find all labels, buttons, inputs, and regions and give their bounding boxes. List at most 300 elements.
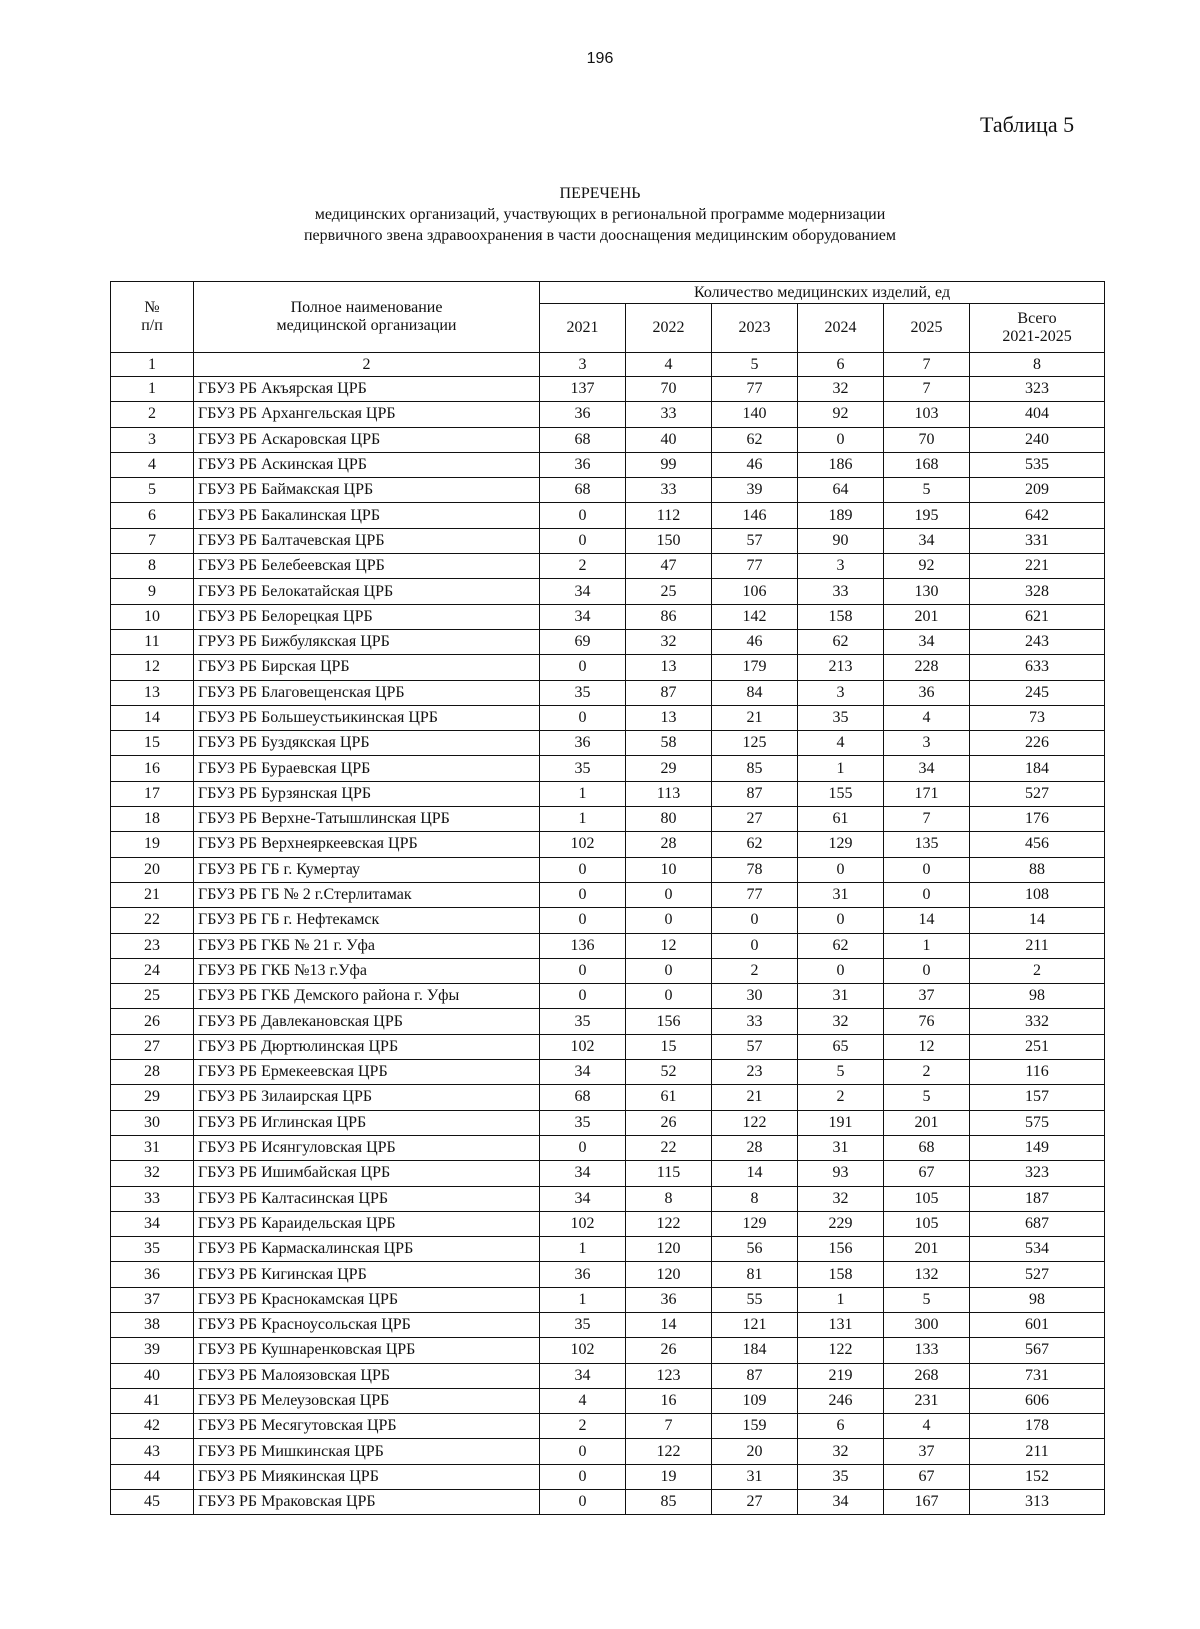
table-row: [111, 908, 1105, 933]
row-number: 26: [111, 1009, 194, 1034]
qty-2024: 61: [798, 807, 884, 832]
qty-2025: 201: [884, 1237, 970, 1262]
row-number: 30: [111, 1110, 194, 1135]
organization-name: ГБУЗ РБ Красноусольская ЦРБ: [194, 1312, 540, 1337]
row-number: 39: [111, 1338, 194, 1363]
qty-total: 149: [970, 1135, 1105, 1160]
qty-2023: 46: [712, 452, 798, 477]
table-row: [111, 1161, 1105, 1186]
organization-name: ГБУЗ РБ Миякинская ЦРБ: [194, 1464, 540, 1489]
qty-2024: 93: [798, 1161, 884, 1186]
qty-2024: 65: [798, 1034, 884, 1059]
qty-total: 14: [970, 908, 1105, 933]
organization-name: ГБУЗ РБ Баймакская ЦРБ: [194, 478, 540, 503]
qty-2023: 129: [712, 1211, 798, 1236]
table-row: [111, 1110, 1105, 1135]
qty-2021: 0: [540, 1439, 626, 1464]
qty-2023: 0: [712, 908, 798, 933]
qty-2024: 4: [798, 731, 884, 756]
qty-total: 527: [970, 781, 1105, 806]
table-row: [111, 1085, 1105, 1110]
qty-2023: 33: [712, 1009, 798, 1034]
qty-total: 98: [970, 1287, 1105, 1312]
row-number: 34: [111, 1211, 194, 1236]
qty-2024: 1: [798, 1287, 884, 1312]
qty-2024: 32: [798, 1186, 884, 1211]
column-number: 6: [798, 353, 884, 377]
qty-2021: 35: [540, 1110, 626, 1135]
qty-total: 456: [970, 832, 1105, 857]
qty-total: 211: [970, 1439, 1105, 1464]
organization-name: ГБУЗ РБ Балтачевская ЦРБ: [194, 528, 540, 553]
qty-2021: 1: [540, 781, 626, 806]
qty-2024: 64: [798, 478, 884, 503]
qty-2021: 0: [540, 1135, 626, 1160]
qty-2022: 33: [626, 478, 712, 503]
qty-2025: 92: [884, 554, 970, 579]
qty-2021: 0: [540, 655, 626, 680]
qty-2024: 33: [798, 579, 884, 604]
qty-2023: 184: [712, 1338, 798, 1363]
qty-total: 108: [970, 882, 1105, 907]
qty-2025: 7: [884, 377, 970, 402]
row-number: 29: [111, 1085, 194, 1110]
qty-2021: 69: [540, 629, 626, 654]
table-row: [111, 1464, 1105, 1489]
row-number: 40: [111, 1363, 194, 1388]
qty-2024: 3: [798, 554, 884, 579]
qty-2025: 105: [884, 1211, 970, 1236]
row-number: 35: [111, 1237, 194, 1262]
table-row: [111, 604, 1105, 629]
row-number: 23: [111, 933, 194, 958]
qty-2021: 102: [540, 1034, 626, 1059]
qty-2024: 3: [798, 680, 884, 705]
qty-2025: 14: [884, 908, 970, 933]
qty-total: 243: [970, 629, 1105, 654]
qty-2024: 229: [798, 1211, 884, 1236]
qty-2023: 106: [712, 579, 798, 604]
qty-2024: 5: [798, 1060, 884, 1085]
organization-name: ГБУЗ РБ Белокатайская ЦРБ: [194, 579, 540, 604]
qty-2024: 0: [798, 908, 884, 933]
table-row: [111, 933, 1105, 958]
qty-2024: 62: [798, 629, 884, 654]
qty-2022: 85: [626, 1490, 712, 1515]
qty-2022: 150: [626, 528, 712, 553]
qty-2025: 34: [884, 756, 970, 781]
qty-2021: 35: [540, 1312, 626, 1337]
qty-2025: 67: [884, 1464, 970, 1489]
qty-total: 221: [970, 554, 1105, 579]
qty-2022: 47: [626, 554, 712, 579]
qty-2021: 1: [540, 1237, 626, 1262]
qty-total: 331: [970, 528, 1105, 553]
qty-2022: 112: [626, 503, 712, 528]
row-number: 7: [111, 528, 194, 553]
qty-total: 731: [970, 1363, 1105, 1388]
qty-2024: 0: [798, 857, 884, 882]
organization-name: ГБУЗ РБ Аскаровская ЦРБ: [194, 427, 540, 452]
qty-total: 323: [970, 377, 1105, 402]
organization-name: ГБУЗ РБ ГКБ Демского района г. Уфы: [194, 984, 540, 1009]
qty-2024: 31: [798, 882, 884, 907]
qty-total: 116: [970, 1060, 1105, 1085]
organizations-table: [110, 281, 1105, 1515]
organization-name: ГБУЗ РБ Мелеузовская ЦРБ: [194, 1388, 540, 1413]
qty-2021: 36: [540, 402, 626, 427]
qty-2022: 22: [626, 1135, 712, 1160]
row-number: 27: [111, 1034, 194, 1059]
organization-name: ГБУЗ РБ Исянгуловская ЦРБ: [194, 1135, 540, 1160]
qty-2021: 0: [540, 984, 626, 1009]
qty-2023: 125: [712, 731, 798, 756]
qty-2025: 105: [884, 1186, 970, 1211]
qty-2025: 2: [884, 1060, 970, 1085]
heading-line-2: медицинских организаций, участвующих в региональной программе модернизации: [314, 206, 886, 223]
qty-2021: 68: [540, 478, 626, 503]
organization-name: ГБУЗ РБ ГБ № 2 г.Стерлитамак: [194, 882, 540, 907]
table-row: [111, 478, 1105, 503]
qty-total: 211: [970, 933, 1105, 958]
row-number: 10: [111, 604, 194, 629]
row-number: 12: [111, 655, 194, 680]
qty-total: 178: [970, 1414, 1105, 1439]
header-year-2022: 2022: [626, 304, 712, 353]
qty-2023: 31: [712, 1464, 798, 1489]
qty-2024: 158: [798, 1262, 884, 1287]
qty-2024: 92: [798, 402, 884, 427]
heading-title: ПЕРЕЧЕНЬ: [559, 185, 641, 202]
row-number: 28: [111, 1060, 194, 1085]
qty-total: 245: [970, 680, 1105, 705]
row-number: 38: [111, 1312, 194, 1337]
qty-2023: 77: [712, 554, 798, 579]
table-row: [111, 1312, 1105, 1337]
qty-2025: 7: [884, 807, 970, 832]
qty-2021: 34: [540, 1161, 626, 1186]
qty-2022: 120: [626, 1237, 712, 1262]
organization-name: ГБУЗ РБ Верхнеяркеевская ЦРБ: [194, 832, 540, 857]
qty-2023: 14: [712, 1161, 798, 1186]
qty-2021: 36: [540, 1262, 626, 1287]
qty-2024: 246: [798, 1388, 884, 1413]
qty-2023: 2: [712, 958, 798, 983]
qty-total: 567: [970, 1338, 1105, 1363]
qty-2025: 70: [884, 427, 970, 452]
qty-total: 187: [970, 1186, 1105, 1211]
qty-2022: 33: [626, 402, 712, 427]
qty-2021: 0: [540, 857, 626, 882]
qty-total: 527: [970, 1262, 1105, 1287]
table-row: [111, 1034, 1105, 1059]
qty-2023: 56: [712, 1237, 798, 1262]
qty-total: 226: [970, 731, 1105, 756]
table-row: [111, 958, 1105, 983]
qty-2022: 0: [626, 984, 712, 1009]
table-row: [111, 1287, 1105, 1312]
qty-2024: 32: [798, 377, 884, 402]
qty-2021: 0: [540, 1464, 626, 1489]
qty-2025: 37: [884, 984, 970, 1009]
qty-2023: 62: [712, 832, 798, 857]
column-number: 4: [626, 353, 712, 377]
qty-2022: 80: [626, 807, 712, 832]
table-row: [111, 781, 1105, 806]
qty-2022: 87: [626, 680, 712, 705]
qty-2025: 130: [884, 579, 970, 604]
qty-2021: 0: [540, 528, 626, 553]
qty-2022: 122: [626, 1439, 712, 1464]
qty-2022: 8: [626, 1186, 712, 1211]
organization-name: ГРУЗ РБ Бижбулякская ЦРБ: [194, 629, 540, 654]
qty-2025: 0: [884, 958, 970, 983]
qty-2021: 0: [540, 1490, 626, 1515]
qty-2022: 10: [626, 857, 712, 882]
organization-name: ГБУЗ РБ Большеустьикинская ЦРБ: [194, 705, 540, 730]
table-row: [111, 655, 1105, 680]
header-number: [111, 282, 194, 353]
table-row: [111, 427, 1105, 452]
qty-2022: 0: [626, 958, 712, 983]
table-row: [111, 832, 1105, 857]
qty-total: 2: [970, 958, 1105, 983]
qty-2023: 87: [712, 781, 798, 806]
qty-2024: 0: [798, 958, 884, 983]
row-number: 9: [111, 579, 194, 604]
qty-2023: 57: [712, 528, 798, 553]
qty-total: 535: [970, 452, 1105, 477]
row-number: 45: [111, 1490, 194, 1515]
table-row: [111, 731, 1105, 756]
qty-2021: 34: [540, 604, 626, 629]
qty-2025: 195: [884, 503, 970, 528]
qty-2021: 36: [540, 731, 626, 756]
qty-2022: 26: [626, 1338, 712, 1363]
qty-2023: 78: [712, 857, 798, 882]
qty-2023: 142: [712, 604, 798, 629]
organization-name: ГБУЗ РБ Мраковская ЦРБ: [194, 1490, 540, 1515]
qty-2021: 1: [540, 807, 626, 832]
qty-2021: 102: [540, 1211, 626, 1236]
qty-2021: 2: [540, 1414, 626, 1439]
qty-2024: 31: [798, 984, 884, 1009]
qty-2021: 1: [540, 1287, 626, 1312]
row-number: 36: [111, 1262, 194, 1287]
header-quantity-group: Количество медицинских изделий, ед: [540, 282, 1105, 304]
header-number-text: № п/п: [141, 299, 163, 334]
organization-name: ГБУЗ РБ Бакалинская ЦРБ: [194, 503, 540, 528]
header-year-2025: 2025: [884, 304, 970, 353]
qty-2024: 0: [798, 427, 884, 452]
table-row: [111, 1186, 1105, 1211]
organization-name: ГБУЗ РБ Ишимбайская ЦРБ: [194, 1161, 540, 1186]
table-label: Таблица 5: [980, 112, 1075, 137]
qty-2023: 81: [712, 1262, 798, 1287]
table-row: [111, 1211, 1105, 1236]
qty-total: 601: [970, 1312, 1105, 1337]
table-row: [111, 857, 1105, 882]
table-body: [111, 353, 1105, 1515]
qty-2024: 122: [798, 1338, 884, 1363]
table-row: [111, 1363, 1105, 1388]
qty-2021: 0: [540, 958, 626, 983]
qty-2024: 186: [798, 452, 884, 477]
organization-name: ГБУЗ РБ Белорецкая ЦРБ: [194, 604, 540, 629]
row-number: 16: [111, 756, 194, 781]
qty-2021: 136: [540, 933, 626, 958]
qty-2024: 189: [798, 503, 884, 528]
qty-total: 184: [970, 756, 1105, 781]
qty-2022: 28: [626, 832, 712, 857]
qty-total: 88: [970, 857, 1105, 882]
qty-2025: 231: [884, 1388, 970, 1413]
qty-2024: 34: [798, 1490, 884, 1515]
qty-2021: 34: [540, 1060, 626, 1085]
qty-total: 240: [970, 427, 1105, 452]
row-number: 2: [111, 402, 194, 427]
table-row: [111, 984, 1105, 1009]
table-row: [111, 680, 1105, 705]
qty-2025: 5: [884, 1085, 970, 1110]
qty-2024: 191: [798, 1110, 884, 1135]
organization-name: ГБУЗ РБ Ермекеевская ЦРБ: [194, 1060, 540, 1085]
column-number: 3: [540, 353, 626, 377]
table-row: [111, 1060, 1105, 1085]
organization-name: ГБУЗ РБ Малоязовская ЦРБ: [194, 1363, 540, 1388]
table-row: [111, 705, 1105, 730]
qty-2025: 4: [884, 705, 970, 730]
qty-2025: 268: [884, 1363, 970, 1388]
qty-2023: 0: [712, 933, 798, 958]
qty-2023: 27: [712, 1490, 798, 1515]
organization-name: ГБУЗ РБ ГБ г. Нефтекамск: [194, 908, 540, 933]
qty-2023: 179: [712, 655, 798, 680]
qty-2022: 26: [626, 1110, 712, 1135]
qty-2025: 168: [884, 452, 970, 477]
row-number: 4: [111, 452, 194, 477]
qty-2022: 52: [626, 1060, 712, 1085]
qty-2021: 4: [540, 1388, 626, 1413]
qty-2025: 135: [884, 832, 970, 857]
organization-name: ГБУЗ РБ Зилаирская ЦРБ: [194, 1085, 540, 1110]
qty-2021: 0: [540, 908, 626, 933]
page-number: 196: [586, 50, 614, 67]
row-number: 15: [111, 731, 194, 756]
organization-name: ГБУЗ РБ Архангельская ЦРБ: [194, 402, 540, 427]
qty-2023: 62: [712, 427, 798, 452]
qty-2023: 85: [712, 756, 798, 781]
qty-2022: 70: [626, 377, 712, 402]
organization-name: ГБУЗ РБ ГКБ №13 г.Уфа: [194, 958, 540, 983]
table-row: [111, 1237, 1105, 1262]
qty-total: 642: [970, 503, 1105, 528]
qty-2025: 171: [884, 781, 970, 806]
qty-2024: 31: [798, 1135, 884, 1160]
qty-total: 209: [970, 478, 1105, 503]
row-number: 17: [111, 781, 194, 806]
qty-2025: 34: [884, 528, 970, 553]
qty-2023: 109: [712, 1388, 798, 1413]
qty-2023: 28: [712, 1135, 798, 1160]
row-number: 18: [111, 807, 194, 832]
table-row: [111, 882, 1105, 907]
qty-2024: 2: [798, 1085, 884, 1110]
organization-name: ГБУЗ РБ Кигинская ЦРБ: [194, 1262, 540, 1287]
qty-2025: 68: [884, 1135, 970, 1160]
qty-2021: 137: [540, 377, 626, 402]
qty-2023: 55: [712, 1287, 798, 1312]
table-row: [111, 554, 1105, 579]
organization-name: ГБУЗ РБ Караидельская ЦРБ: [194, 1211, 540, 1236]
table-row: [111, 756, 1105, 781]
qty-2025: 5: [884, 478, 970, 503]
row-number: 1: [111, 377, 194, 402]
row-number: 41: [111, 1388, 194, 1413]
header-name-text: Полное наименование медицинской организации: [276, 299, 457, 334]
organization-name: ГБУЗ РБ Благовещенская ЦРБ: [194, 680, 540, 705]
qty-2022: 115: [626, 1161, 712, 1186]
qty-2021: 34: [540, 579, 626, 604]
row-number: 32: [111, 1161, 194, 1186]
organization-name: ГБУЗ РБ Кармаскалинская ЦРБ: [194, 1237, 540, 1262]
organization-name: ГБУЗ РБ Верхне-Татышлинская ЦРБ: [194, 807, 540, 832]
qty-2021: 35: [540, 756, 626, 781]
organization-name: ГБУЗ РБ Бирская ЦРБ: [194, 655, 540, 680]
column-number: 1: [111, 353, 194, 377]
header-year-2021: 2021: [540, 304, 626, 353]
qty-2023: 20: [712, 1439, 798, 1464]
qty-2024: 62: [798, 933, 884, 958]
qty-total: 606: [970, 1388, 1105, 1413]
qty-2024: 129: [798, 832, 884, 857]
table-row: [111, 629, 1105, 654]
row-number: 6: [111, 503, 194, 528]
qty-total: 534: [970, 1237, 1105, 1262]
table-row: [111, 1338, 1105, 1363]
organization-name: ГБУЗ РБ ГКБ № 21 г. Уфа: [194, 933, 540, 958]
qty-2023: 87: [712, 1363, 798, 1388]
qty-2021: 68: [540, 1085, 626, 1110]
qty-total: 98: [970, 984, 1105, 1009]
row-number: 33: [111, 1186, 194, 1211]
qty-2022: 61: [626, 1085, 712, 1110]
qty-total: 152: [970, 1464, 1105, 1489]
row-number: 3: [111, 427, 194, 452]
organization-name: ГБУЗ РБ Бурзянская ЦРБ: [194, 781, 540, 806]
qty-2022: 29: [626, 756, 712, 781]
qty-2025: 300: [884, 1312, 970, 1337]
qty-2025: 34: [884, 629, 970, 654]
qty-2023: 77: [712, 377, 798, 402]
organization-name: ГБУЗ РБ Дюртюлинская ЦРБ: [194, 1034, 540, 1059]
column-number: 7: [884, 353, 970, 377]
qty-2023: 146: [712, 503, 798, 528]
row-number: 44: [111, 1464, 194, 1489]
qty-2024: 155: [798, 781, 884, 806]
row-number: 22: [111, 908, 194, 933]
qty-2021: 35: [540, 1009, 626, 1034]
qty-2025: 5: [884, 1287, 970, 1312]
table-row: [111, 1439, 1105, 1464]
heading-line-3: первичного звена здравоохранения в части дооснащения медицинским оборудованием: [303, 227, 897, 244]
organization-name: ГБУЗ РБ Кушнаренковская ЦРБ: [194, 1338, 540, 1363]
table-row: [111, 807, 1105, 832]
qty-total: 328: [970, 579, 1105, 604]
organization-name: ГБУЗ РБ Бураевская ЦРБ: [194, 756, 540, 781]
row-number: 13: [111, 680, 194, 705]
row-number: 14: [111, 705, 194, 730]
